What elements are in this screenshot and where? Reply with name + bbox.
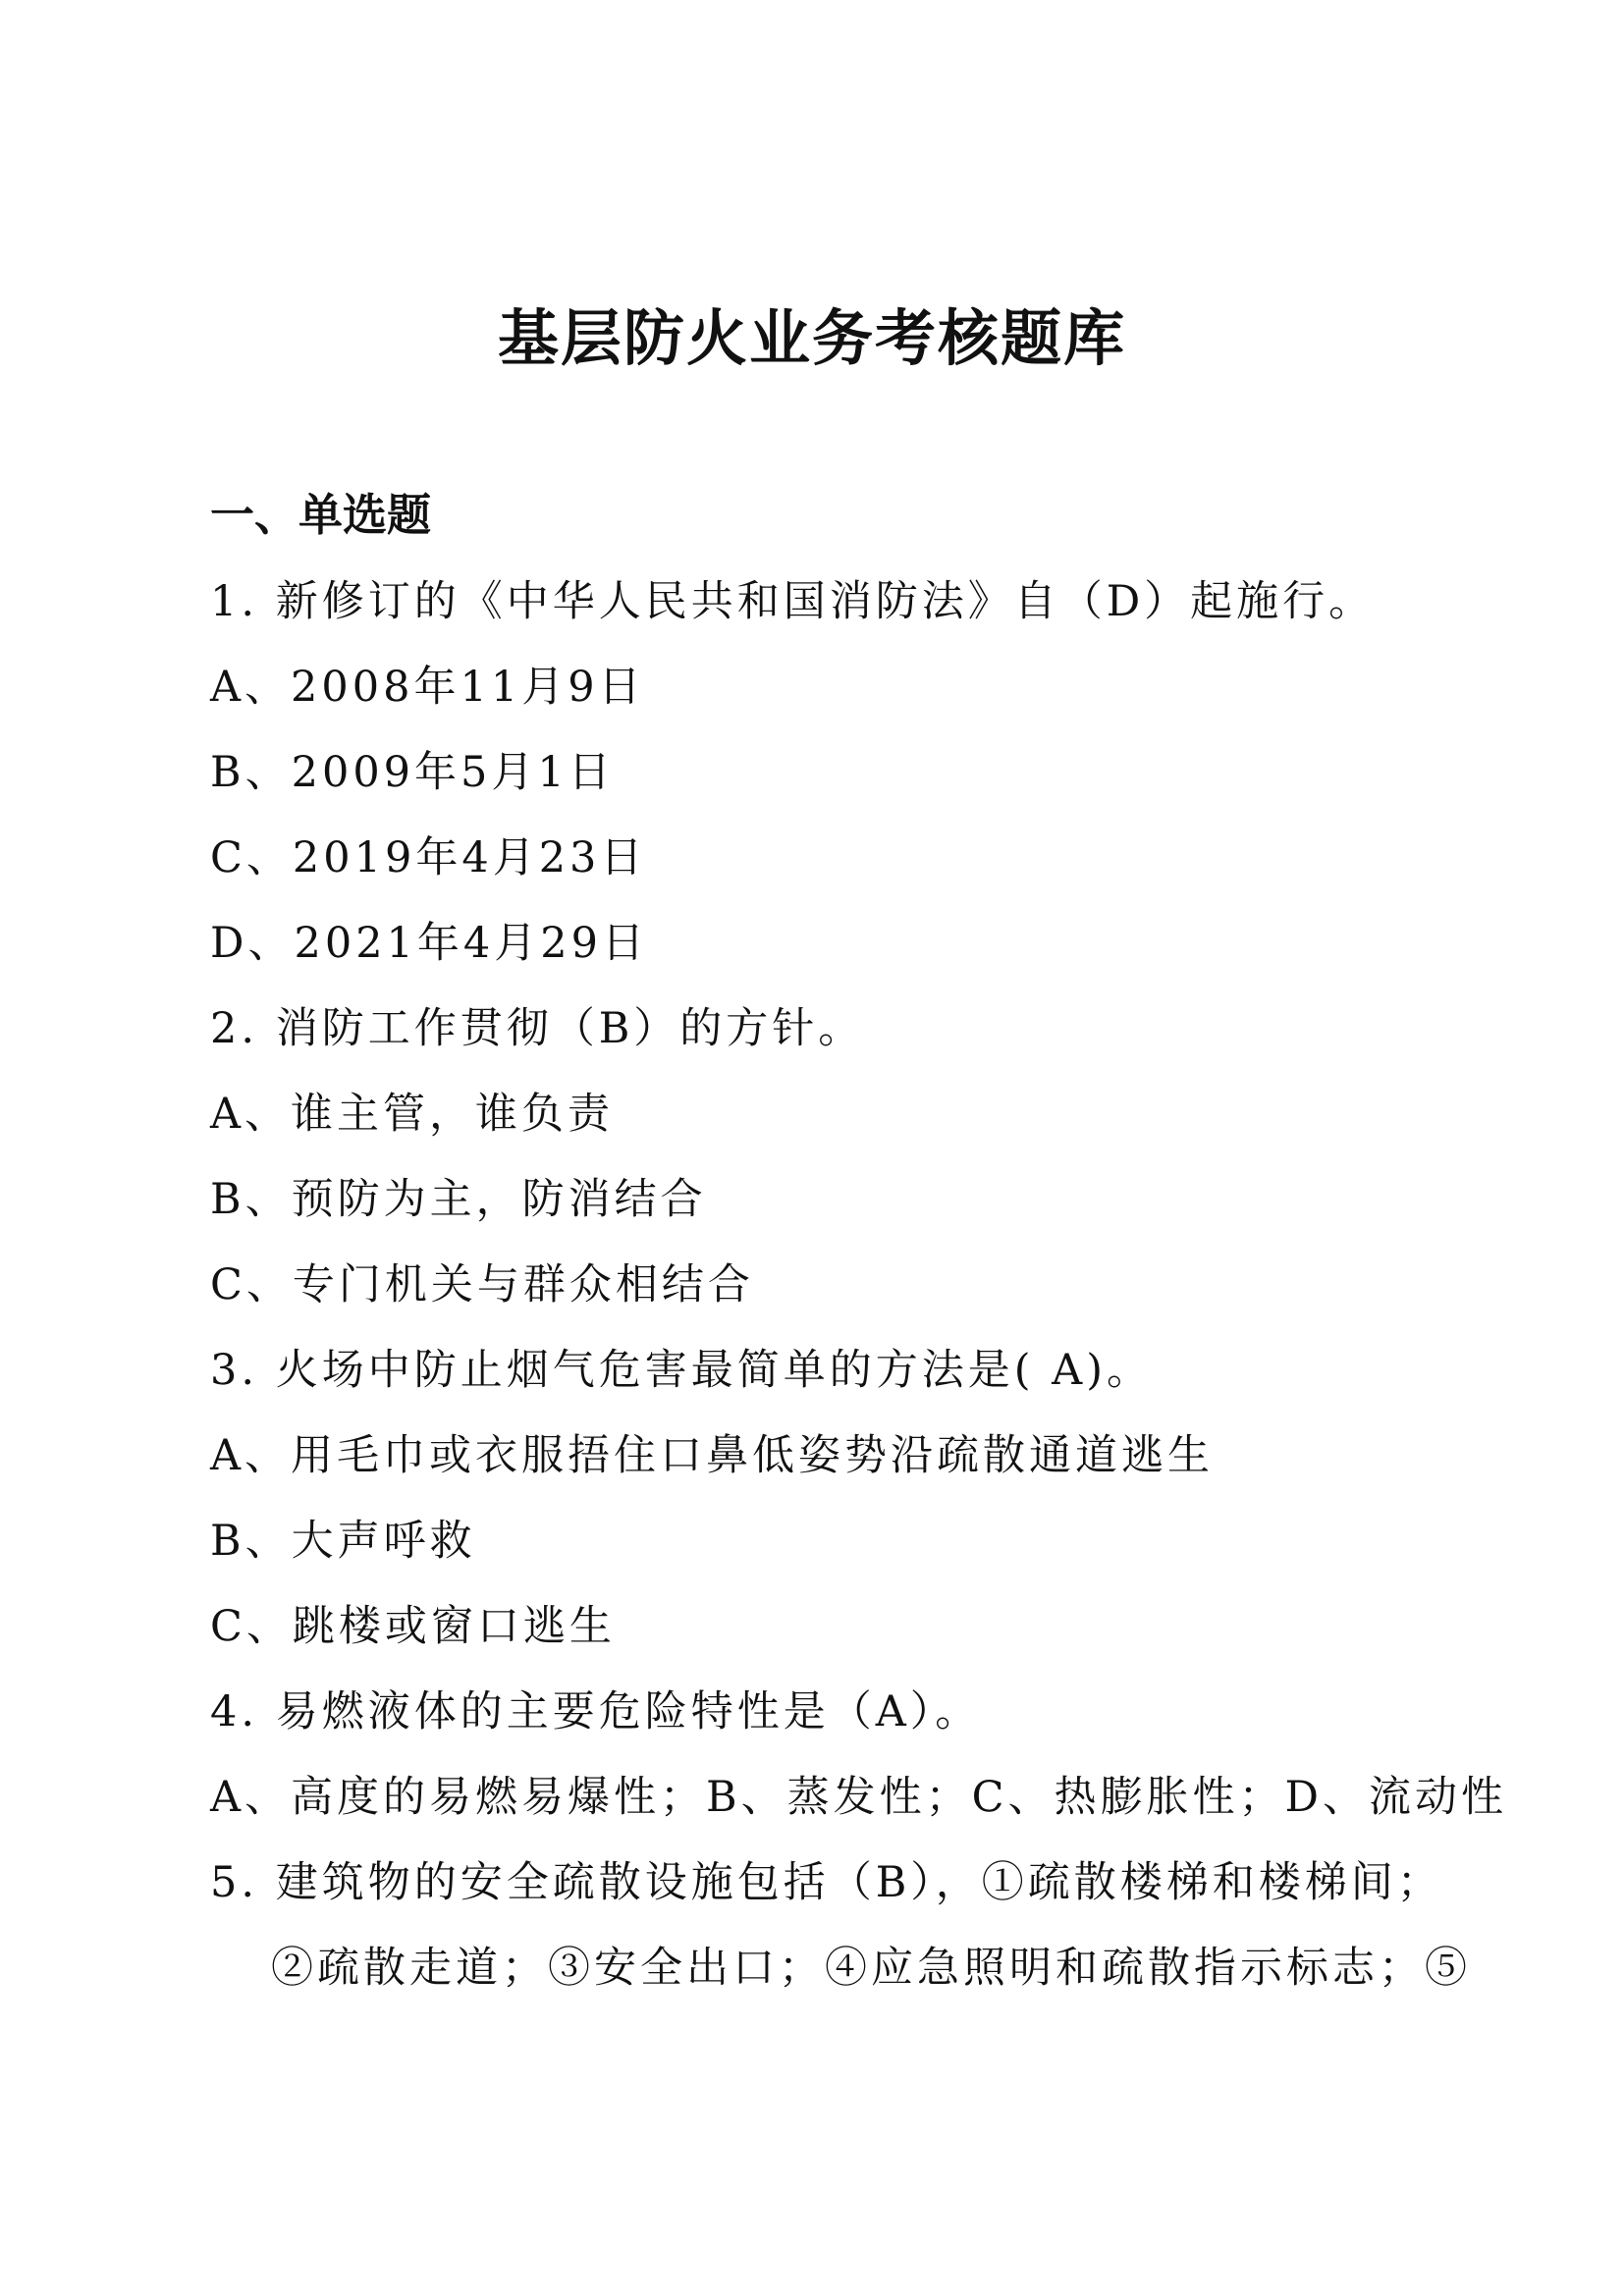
q3-option-a: A、用毛巾或衣服捂住口鼻低姿势沿疏散通道逃生	[210, 1431, 1215, 1480]
q2-option-b: B、预防为主，防消结合	[210, 1175, 707, 1224]
question-5: 5. 建筑物的安全疏散设施包括（B），①疏散楼梯和楼梯间；	[210, 1858, 1443, 1907]
document-title: 基层防火业务考核题库	[497, 302, 1126, 374]
question-3: 3. 火场中防止烟气危害最简单的方法是( A)。	[210, 1346, 1153, 1395]
q1-option-d: D、2021年4月29日	[210, 919, 648, 968]
q4-options: A、高度的易燃易爆性；B、蒸发性；C、热膨胀性；D、流动性	[210, 1773, 1508, 1822]
q1-option-a: A、2008年11月9日	[210, 663, 645, 712]
q1-option-c: C、2019年4月23日	[210, 833, 647, 882]
section-heading: 一、单选题	[210, 489, 432, 541]
question-4: 4. 易燃液体的主要危险特性是（A）。	[210, 1687, 982, 1736]
q2-option-c: C、专门机关与群众相结合	[210, 1260, 754, 1309]
question-2: 2. 消防工作贯彻（B）的方针。	[210, 1004, 865, 1053]
q2-option-a: A、谁主管，谁负责	[210, 1090, 615, 1139]
question-1: 1. 新修订的《中华人民共和国消防法》自（D）起施行。	[210, 577, 1376, 626]
q3-option-b: B、大声呼救	[210, 1517, 476, 1566]
q1-option-b: B、2009年5月1日	[210, 748, 615, 797]
question-5-continued: ②疏散走道；③安全出口；④应急照明和疏散指示标志；⑤	[271, 1944, 1471, 1993]
q3-option-c: C、跳楼或窗口逃生	[210, 1602, 616, 1651]
